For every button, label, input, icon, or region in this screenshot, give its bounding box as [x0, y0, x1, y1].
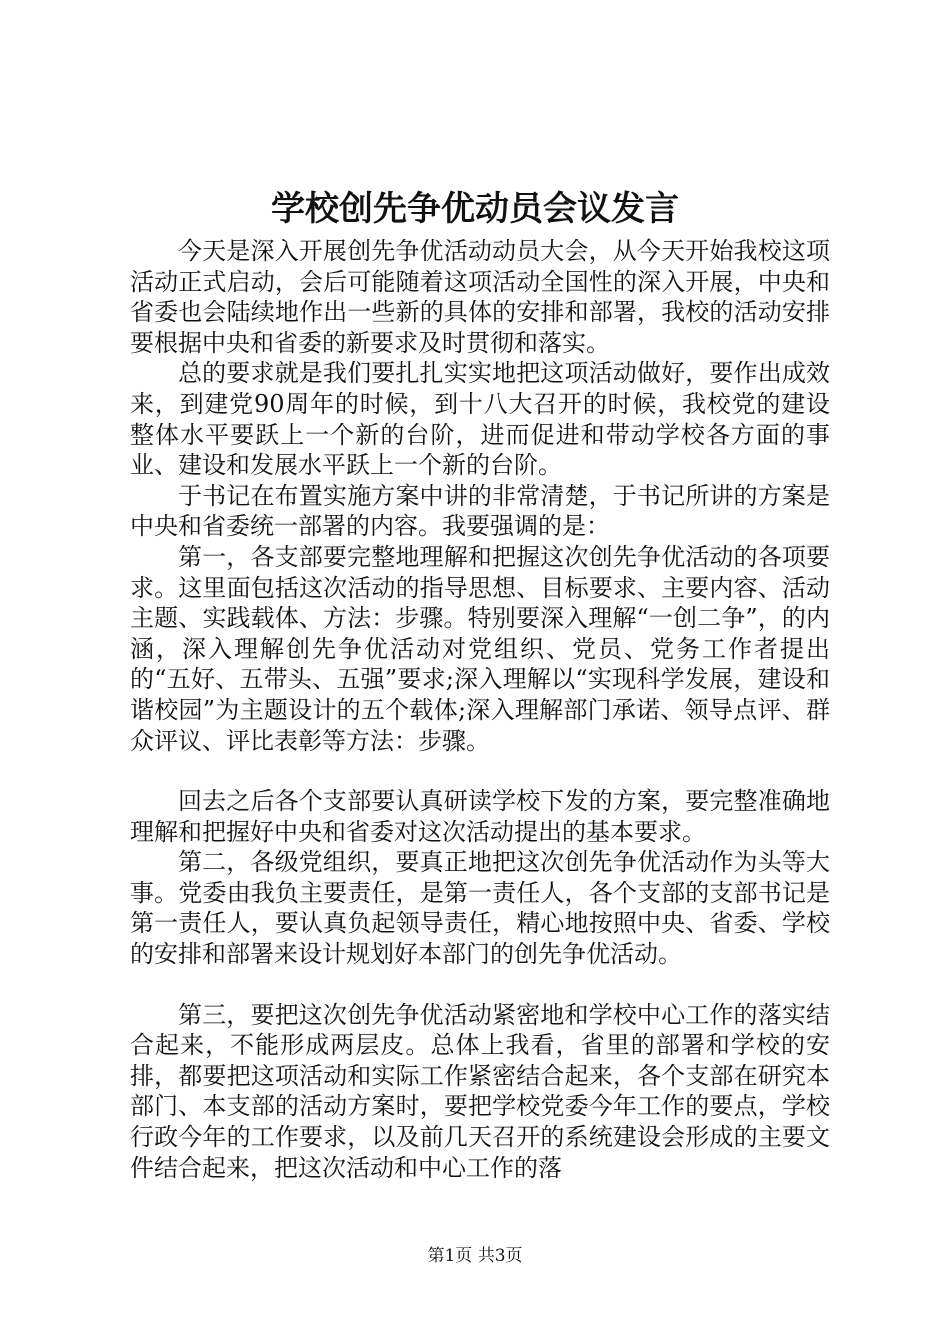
paragraph-1: 今天是深入开展创先争优活动动员大会，从今天开始我校这项活动正式启动，会后可能随着这项活动全国性的深入开展，中央和省委也会陆续地作出一些新的具体的安排和部署，我校的活动安排要根据中央和省委的新要求及时贯彻和落实。	[130, 237, 830, 357]
paragraph-2: 总的要求就是我们要扎扎实实地把这项活动做好，要作出成效来，到建党90周年的时候，到十八大召开的时候，我校党的建设整体水平要跃上一个新的台阶，进而促进和带动学校各方面的事业、建设和发展水平跃上一个新的台阶。	[130, 359, 830, 480]
paragraph-7: 第三，要把这次创先争优活动紧密地和学校中心工作的落实结合起来，不能形成两层皮。总体上我看，省里的部署和学校的安排，都要把这项活动和实际工作紧密结合起来，各个支部在研究本部门、本支部的活动方案时，要把学校党委今年工作的要点，学校行政今年的工作要求，以及前几天召开的系统建设会形成的主要文件结合起来，把这次活动和中心工作的落	[130, 1000, 830, 1182]
page-number: 第1页 共3页	[427, 1246, 523, 1266]
paragraph-5: 回去之后各个支部要认真研读学校下发的方案，要完整准确地理解和把握好中央和省委对这次活动提出的基本要求。	[130, 787, 830, 846]
document-body	[130, 236, 830, 1183]
paragraph-6: 第二，各级党组织，要真正地把这次创先争优活动作为头等大事。党委由我负主要责任，是第一责任人，各个支部的支部书记是第一责任人，要认真负起领导责任，精心地按照中央、省委、学校的安排和部署来设计规划好本部门的创先争优活动。	[130, 848, 830, 969]
paragraph-3: 于书记在布置实施方案中讲的非常清楚，于书记所讲的方案是中央和省委统一部署的内容。我要强调的是：	[130, 481, 830, 541]
paragraph-4: 第一，各支部要完整地理解和把握这次创先争优活动的各项要求。这里面包括这次活动的指导思想、目标要求、主要内容、活动主题、实践载体、方法：步骤。特别要深入理解“一创二争”，的内涵，深入理解创先争优活动对党组织、党员、党务工作者提出的“五好、五带头、五强”要求;深入理解以“实现科学发展，建设和谐校园”为主题设计的五个载体;深入理解部门承诺、领导点评、群众评议、评比表彰等方法：步骤。	[130, 542, 830, 755]
page-title: 学校创先争优动员会议发言	[271, 189, 679, 229]
